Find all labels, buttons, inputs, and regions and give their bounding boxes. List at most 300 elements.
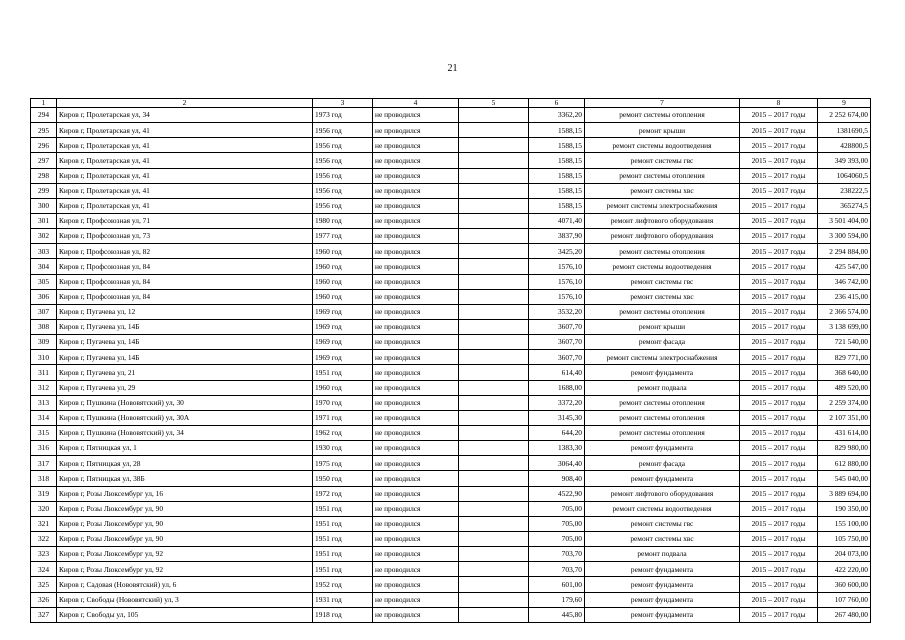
cost-cell: 3 300 594,00: [818, 229, 871, 244]
build-year-cell: 1930 год: [313, 441, 373, 456]
cost-cell: 425 547,00: [818, 259, 871, 274]
repair-type-cell: ремонт крыши: [585, 319, 740, 334]
cost-cell: 107 760,00: [818, 592, 871, 607]
row-number-cell: 325: [31, 577, 57, 592]
address-cell: Киров г, Пугачева ул, 29: [57, 380, 313, 395]
empty-cell: [459, 289, 529, 304]
table-row: [31, 153, 871, 168]
cost-cell: 3 138 699,00: [818, 319, 871, 334]
period-cell: 2015 – 2017 годы: [740, 456, 818, 471]
period-cell: 2015 – 2017 годы: [740, 259, 818, 274]
address-cell: Киров г, Пугачева ул, 14Б: [57, 335, 313, 350]
period-cell: 2015 – 2017 годы: [740, 304, 818, 319]
repair-type-cell: ремонт лифтового оборудования: [585, 229, 740, 244]
period-cell: 2015 – 2017 годы: [740, 562, 818, 577]
address-cell: Киров г, Пятницкая ул, 38Б: [57, 471, 313, 486]
cost-cell: 190 350,00: [818, 501, 871, 516]
last-repair-cell: не проводился: [373, 456, 459, 471]
row-number-cell: 324: [31, 562, 57, 577]
period-cell: 2015 – 2017 годы: [740, 183, 818, 198]
address-cell: Киров г, Профсоюзная ул, 84: [57, 274, 313, 289]
last-repair-cell: не проводился: [373, 198, 459, 213]
build-year-cell: 1972 год: [313, 486, 373, 501]
period-cell: 2015 – 2017 годы: [740, 425, 818, 440]
area-cell: 705,00: [529, 531, 585, 546]
address-cell: Киров г, Пугачева ул, 14Б: [57, 319, 313, 334]
address-cell: Киров г, Пролетарская ул, 41: [57, 138, 313, 153]
empty-cell: [459, 456, 529, 471]
last-repair-cell: не проводился: [373, 213, 459, 228]
cost-cell: 428800,5: [818, 138, 871, 153]
period-cell: 2015 – 2017 годы: [740, 319, 818, 334]
row-number-cell: 318: [31, 471, 57, 486]
table-row: [31, 244, 871, 259]
repair-type-cell: ремонт системы отопления: [585, 108, 740, 123]
page-number: 21: [447, 63, 458, 74]
empty-cell: [459, 486, 529, 501]
repair-type-cell: ремонт системы электроснабжения: [585, 350, 740, 365]
build-year-cell: 1970 год: [313, 395, 373, 410]
area-cell: 3607,70: [529, 350, 585, 365]
period-cell: 2015 – 2017 годы: [740, 577, 818, 592]
cost-cell: 3 501 404,00: [818, 213, 871, 228]
address-cell: Киров г, Розы Люксембург ул, 92: [57, 547, 313, 562]
build-year-cell: 1956 год: [313, 183, 373, 198]
empty-cell: [459, 501, 529, 516]
address-cell: Киров г, Пугачева ул, 12: [57, 304, 313, 319]
repair-type-cell: ремонт системы водоотведения: [585, 259, 740, 274]
column-number: 1: [31, 99, 57, 108]
table-row: [31, 108, 871, 123]
empty-cell: [459, 516, 529, 531]
address-cell: Киров г, Профсоюзная ул, 82: [57, 244, 313, 259]
row-number-cell: 305: [31, 274, 57, 289]
area-cell: 179,60: [529, 592, 585, 607]
empty-cell: [459, 395, 529, 410]
row-number-cell: 296: [31, 138, 57, 153]
repair-type-cell: ремонт системы отопления: [585, 425, 740, 440]
build-year-cell: 1960 год: [313, 244, 373, 259]
table-row: [31, 380, 871, 395]
table-row: [31, 547, 871, 562]
repair-type-cell: ремонт системы водоотведения: [585, 501, 740, 516]
last-repair-cell: не проводился: [373, 501, 459, 516]
empty-cell: [459, 138, 529, 153]
empty-cell: [459, 259, 529, 274]
empty-cell: [459, 153, 529, 168]
table-row: [31, 395, 871, 410]
last-repair-cell: не проводился: [373, 395, 459, 410]
row-number-cell: 313: [31, 395, 57, 410]
repair-type-cell: ремонт системы хвс: [585, 531, 740, 546]
area-cell: 614,40: [529, 365, 585, 380]
empty-cell: [459, 183, 529, 198]
repair-type-cell: ремонт фундамента: [585, 607, 740, 622]
build-year-cell: 1960 год: [313, 380, 373, 395]
repair-type-cell: ремонт фундамента: [585, 441, 740, 456]
period-cell: 2015 – 2017 годы: [740, 244, 818, 259]
repair-type-cell: ремонт подвала: [585, 380, 740, 395]
build-year-cell: 1969 год: [313, 319, 373, 334]
repair-type-cell: ремонт системы отопления: [585, 410, 740, 425]
period-cell: 2015 – 2017 годы: [740, 547, 818, 562]
last-repair-cell: не проводился: [373, 592, 459, 607]
column-number: 8: [740, 99, 818, 108]
last-repair-cell: не проводился: [373, 183, 459, 198]
build-year-cell: 1969 год: [313, 350, 373, 365]
build-year-cell: 1951 год: [313, 562, 373, 577]
column-number: 9: [818, 99, 871, 108]
repair-type-cell: ремонт системы отопления: [585, 395, 740, 410]
address-cell: Киров г, Пушкина (Нововятский) ул, 30: [57, 395, 313, 410]
row-number-cell: 320: [31, 501, 57, 516]
area-cell: 1588,15: [529, 138, 585, 153]
area-cell: 908,40: [529, 471, 585, 486]
row-number-cell: 294: [31, 108, 57, 123]
empty-cell: [459, 335, 529, 350]
row-number-cell: 295: [31, 123, 57, 138]
area-cell: 1383,30: [529, 441, 585, 456]
column-number: 4: [373, 99, 459, 108]
last-repair-cell: не проводился: [373, 259, 459, 274]
last-repair-cell: не проводился: [373, 486, 459, 501]
address-cell: Киров г, Пугачева ул, 14Б: [57, 350, 313, 365]
period-cell: 2015 – 2017 годы: [740, 501, 818, 516]
table-row: [31, 138, 871, 153]
period-cell: 2015 – 2017 годы: [740, 531, 818, 546]
cost-cell: 489 520,00: [818, 380, 871, 395]
address-cell: Киров г, Розы Люксембург ул, 90: [57, 516, 313, 531]
row-number-cell: 312: [31, 380, 57, 395]
cost-cell: 2 107 351,00: [818, 410, 871, 425]
row-number-cell: 298: [31, 168, 57, 183]
period-cell: 2015 – 2017 годы: [740, 289, 818, 304]
address-cell: Киров г, Пролетарская ул, 41: [57, 168, 313, 183]
build-year-cell: 1975 год: [313, 456, 373, 471]
area-cell: 3425,20: [529, 244, 585, 259]
row-number-cell: 306: [31, 289, 57, 304]
cost-cell: 431 614,00: [818, 425, 871, 440]
last-repair-cell: не проводился: [373, 335, 459, 350]
repair-type-cell: ремонт лифтового оборудования: [585, 486, 740, 501]
cost-cell: 360 600,00: [818, 577, 871, 592]
period-cell: 2015 – 2017 годы: [740, 229, 818, 244]
table-row: [31, 335, 871, 350]
row-number-cell: 322: [31, 531, 57, 546]
address-cell: Киров г, Садовая (Нововятский) ул, 6: [57, 577, 313, 592]
table-row: [31, 198, 871, 213]
period-cell: 2015 – 2017 годы: [740, 607, 818, 622]
empty-cell: [459, 168, 529, 183]
build-year-cell: 1951 год: [313, 547, 373, 562]
table-body: [31, 99, 871, 623]
empty-cell: [459, 531, 529, 546]
cost-cell: 1064060,5: [818, 168, 871, 183]
cost-cell: 155 100,00: [818, 516, 871, 531]
address-cell: Киров г, Пушкина (Нововятский) ул, 30А: [57, 410, 313, 425]
area-cell: 705,00: [529, 516, 585, 531]
table-row: [31, 410, 871, 425]
build-year-cell: 1956 год: [313, 198, 373, 213]
repair-type-cell: ремонт фундамента: [585, 471, 740, 486]
build-year-cell: 1951 год: [313, 501, 373, 516]
area-cell: 1588,15: [529, 168, 585, 183]
build-year-cell: 1969 год: [313, 335, 373, 350]
address-cell: Киров г, Розы Люксембург ул, 90: [57, 531, 313, 546]
area-cell: 1588,15: [529, 153, 585, 168]
table-row: [31, 592, 871, 607]
address-cell: Киров г, Профсоюзная ул, 84: [57, 289, 313, 304]
empty-cell: [459, 229, 529, 244]
row-number-cell: 314: [31, 410, 57, 425]
cost-cell: 2 294 884,00: [818, 244, 871, 259]
period-cell: 2015 – 2017 годы: [740, 168, 818, 183]
row-number-cell: 321: [31, 516, 57, 531]
area-cell: 703,70: [529, 547, 585, 562]
cost-cell: 2 259 374,00: [818, 395, 871, 410]
period-cell: 2015 – 2017 годы: [740, 592, 818, 607]
empty-cell: [459, 592, 529, 607]
cost-cell: 349 393,00: [818, 153, 871, 168]
table-row: [31, 274, 871, 289]
address-cell: Киров г, Свободы ул, 105: [57, 607, 313, 622]
row-number-cell: 308: [31, 319, 57, 334]
last-repair-cell: не проводился: [373, 123, 459, 138]
row-number-cell: 300: [31, 198, 57, 213]
last-repair-cell: не проводился: [373, 108, 459, 123]
area-cell: 1576,10: [529, 259, 585, 274]
address-cell: Киров г, Розы Люксембург ул, 90: [57, 501, 313, 516]
build-year-cell: 1962 год: [313, 425, 373, 440]
build-year-cell: 1950 год: [313, 471, 373, 486]
period-cell: 2015 – 2017 годы: [740, 350, 818, 365]
cost-cell: 2 252 674,00: [818, 108, 871, 123]
last-repair-cell: не проводился: [373, 516, 459, 531]
area-cell: 1588,15: [529, 198, 585, 213]
area-cell: 705,00: [529, 501, 585, 516]
address-cell: Киров г, Профсоюзная ул, 71: [57, 213, 313, 228]
build-year-cell: 1956 год: [313, 168, 373, 183]
address-cell: Киров г, Пугачева ул, 21: [57, 365, 313, 380]
empty-cell: [459, 198, 529, 213]
column-number-row: [31, 99, 871, 108]
area-cell: 1588,15: [529, 123, 585, 138]
cost-cell: 612 880,00: [818, 456, 871, 471]
area-cell: 3064,40: [529, 456, 585, 471]
address-cell: Киров г, Профсоюзная ул, 84: [57, 259, 313, 274]
table-row: [31, 562, 871, 577]
cost-cell: 236 415,00: [818, 289, 871, 304]
row-number-cell: 323: [31, 547, 57, 562]
table-row: [31, 365, 871, 380]
empty-cell: [459, 441, 529, 456]
last-repair-cell: не проводился: [373, 168, 459, 183]
empty-cell: [459, 410, 529, 425]
area-cell: 644,20: [529, 425, 585, 440]
row-number-cell: 319: [31, 486, 57, 501]
table-row: [31, 289, 871, 304]
last-repair-cell: не проводился: [373, 531, 459, 546]
table-row: [31, 304, 871, 319]
cost-cell: 721 540,00: [818, 335, 871, 350]
build-year-cell: 1951 год: [313, 365, 373, 380]
empty-cell: [459, 319, 529, 334]
area-cell: 703,70: [529, 562, 585, 577]
last-repair-cell: не проводился: [373, 471, 459, 486]
address-cell: Киров г, Пушкина (Нововятский) ул, 34: [57, 425, 313, 440]
repair-type-cell: ремонт фундамента: [585, 365, 740, 380]
area-cell: 3145,30: [529, 410, 585, 425]
last-repair-cell: не проводился: [373, 562, 459, 577]
repair-type-cell: ремонт системы отопления: [585, 304, 740, 319]
table-row: [31, 607, 871, 622]
period-cell: 2015 – 2017 годы: [740, 441, 818, 456]
last-repair-cell: не проводился: [373, 304, 459, 319]
repair-type-cell: ремонт фундамента: [585, 577, 740, 592]
last-repair-cell: не проводился: [373, 607, 459, 622]
cost-cell: 365274,5: [818, 198, 871, 213]
last-repair-cell: не проводился: [373, 319, 459, 334]
last-repair-cell: не проводился: [373, 547, 459, 562]
cost-cell: 346 742,00: [818, 274, 871, 289]
last-repair-cell: не проводился: [373, 577, 459, 592]
build-year-cell: 1960 год: [313, 274, 373, 289]
area-cell: 3837,90: [529, 229, 585, 244]
period-cell: 2015 – 2017 годы: [740, 138, 818, 153]
row-number-cell: 297: [31, 153, 57, 168]
row-number-cell: 304: [31, 259, 57, 274]
build-year-cell: 1956 год: [313, 123, 373, 138]
repair-type-cell: ремонт подвала: [585, 547, 740, 562]
period-cell: 2015 – 2017 годы: [740, 123, 818, 138]
repair-type-cell: ремонт фундамента: [585, 592, 740, 607]
row-number-cell: 326: [31, 592, 57, 607]
row-number-cell: 317: [31, 456, 57, 471]
repair-type-cell: ремонт системы отопления: [585, 244, 740, 259]
table-row: [31, 501, 871, 516]
repair-type-cell: ремонт фасада: [585, 335, 740, 350]
period-cell: 2015 – 2017 годы: [740, 153, 818, 168]
column-number: 7: [585, 99, 740, 108]
period-cell: 2015 – 2017 годы: [740, 380, 818, 395]
column-number: 3: [313, 99, 373, 108]
table-row: [31, 168, 871, 183]
table-row: [31, 123, 871, 138]
cost-cell: 3 889 694,00: [818, 486, 871, 501]
table-row: [31, 259, 871, 274]
build-year-cell: 1980 год: [313, 213, 373, 228]
last-repair-cell: не проводился: [373, 289, 459, 304]
table-row: [31, 183, 871, 198]
cost-cell: 238222,5: [818, 183, 871, 198]
row-number-cell: 311: [31, 365, 57, 380]
column-number: 6: [529, 99, 585, 108]
build-year-cell: 1956 год: [313, 153, 373, 168]
build-year-cell: 1971 год: [313, 410, 373, 425]
repair-type-cell: ремонт крыши: [585, 123, 740, 138]
last-repair-cell: не проводился: [373, 380, 459, 395]
address-cell: Киров г, Пролетарская ул, 41: [57, 198, 313, 213]
row-number-cell: 315: [31, 425, 57, 440]
repair-type-cell: ремонт системы отопления: [585, 168, 740, 183]
area-cell: 3607,70: [529, 319, 585, 334]
last-repair-cell: не проводился: [373, 138, 459, 153]
cost-cell: 368 640,00: [818, 365, 871, 380]
cost-cell: 1381690,5: [818, 123, 871, 138]
period-cell: 2015 – 2017 годы: [740, 274, 818, 289]
build-year-cell: 1931 год: [313, 592, 373, 607]
row-number-cell: 316: [31, 441, 57, 456]
period-cell: 2015 – 2017 годы: [740, 410, 818, 425]
last-repair-cell: не проводился: [373, 441, 459, 456]
build-year-cell: 1952 год: [313, 577, 373, 592]
build-year-cell: 1969 год: [313, 304, 373, 319]
empty-cell: [459, 577, 529, 592]
empty-cell: [459, 547, 529, 562]
area-cell: 1688,00: [529, 380, 585, 395]
area-cell: 1576,10: [529, 274, 585, 289]
period-cell: 2015 – 2017 годы: [740, 198, 818, 213]
build-year-cell: 1956 год: [313, 138, 373, 153]
repair-type-cell: ремонт системы водоотведения: [585, 138, 740, 153]
last-repair-cell: не проводился: [373, 425, 459, 440]
period-cell: 2015 – 2017 годы: [740, 395, 818, 410]
empty-cell: [459, 380, 529, 395]
address-cell: Киров г, Профсоюзная ул, 73: [57, 229, 313, 244]
column-number: 5: [459, 99, 529, 108]
last-repair-cell: не проводился: [373, 410, 459, 425]
build-year-cell: 1973 год: [313, 108, 373, 123]
area-cell: 445,80: [529, 607, 585, 622]
last-repair-cell: не проводился: [373, 153, 459, 168]
last-repair-cell: не проводился: [373, 365, 459, 380]
last-repair-cell: не проводился: [373, 274, 459, 289]
empty-cell: [459, 607, 529, 622]
period-cell: 2015 – 2017 годы: [740, 108, 818, 123]
build-year-cell: 1918 год: [313, 607, 373, 622]
repair-type-cell: ремонт системы гвс: [585, 153, 740, 168]
period-cell: 2015 – 2017 годы: [740, 335, 818, 350]
build-year-cell: 1977 год: [313, 229, 373, 244]
address-cell: Киров г, Пятницкая ул, 1: [57, 441, 313, 456]
table-row: [31, 229, 871, 244]
address-cell: Киров г, Пролетарская ул, 41: [57, 153, 313, 168]
row-number-cell: 299: [31, 183, 57, 198]
build-year-cell: 1960 год: [313, 259, 373, 274]
repair-type-cell: ремонт системы гвс: [585, 516, 740, 531]
table-row: [31, 471, 871, 486]
row-number-cell: 303: [31, 244, 57, 259]
cost-cell: 267 480,00: [818, 607, 871, 622]
repair-type-cell: ремонт фасада: [585, 456, 740, 471]
table-row: [31, 456, 871, 471]
last-repair-cell: не проводился: [373, 244, 459, 259]
cost-cell: 2 366 574,00: [818, 304, 871, 319]
address-cell: Киров г, Пятницкая ул, 28: [57, 456, 313, 471]
cost-cell: 545 040,00: [818, 471, 871, 486]
table-row: [31, 577, 871, 592]
area-cell: 1588,15: [529, 183, 585, 198]
empty-cell: [459, 123, 529, 138]
column-number: 2: [57, 99, 313, 108]
build-year-cell: 1951 год: [313, 516, 373, 531]
empty-cell: [459, 562, 529, 577]
row-number-cell: 307: [31, 304, 57, 319]
address-cell: Киров г, Розы Люксембург ул, 16: [57, 486, 313, 501]
area-cell: 601,00: [529, 577, 585, 592]
address-cell: Киров г, Свободы (Нововятский) ул, 3: [57, 592, 313, 607]
table-row: [31, 486, 871, 501]
